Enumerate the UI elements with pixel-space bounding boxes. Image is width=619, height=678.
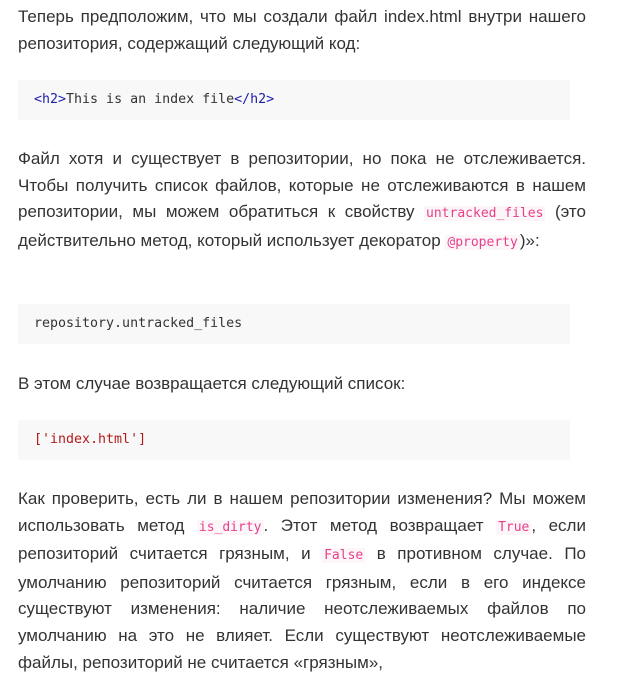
text-segment: (это действительно метод, который использует декоратор [18, 202, 586, 250]
text-segment: )»: [519, 230, 540, 250]
inline-code-is-dirty: is_dirty [198, 519, 262, 535]
inline-code-true: True [498, 519, 530, 535]
code-block-html [18, 80, 570, 120]
text-segment: в противном случае. По умолчанию репозиторий считается грязным, если в его индексе существуют изменения: наличие неотслеживаемых файлов по умолчанию на это не влияет. Если существуют неотслеживаемые файлы, репозиторий не считается «грязным», [18, 544, 586, 672]
code-string-list: ['index.html'] [34, 432, 147, 447]
code-block-untracked [18, 304, 570, 344]
inline-code-false: False [324, 548, 364, 564]
code-text: repository.untracked_files [34, 316, 243, 331]
paragraph-intro: Теперь предположим, что мы создали файл index.html внутри нашего репозитория, содержащий следующий код: [18, 7, 586, 53]
paragraph-is-dirty [18, 486, 586, 676]
text-segment: . Этот метод возвращает [263, 515, 497, 535]
code-block-list [18, 420, 570, 460]
inline-code-property: @property [447, 234, 518, 250]
text-segment: , если репозиторий считается грязным, и [18, 515, 586, 564]
paragraph-result: В этом случае возвращается следующий список: [18, 374, 406, 393]
inline-code-untracked-files: untracked_files [426, 206, 544, 222]
text-segment: Как проверить, есть ли в нашем репозитории изменения? Мы можем использовать метод [18, 489, 586, 535]
text-segment: Файл хотя и существует в репозитории, но пока не отслеживается. Чтобы получить список файлов, которые не отслеживаются в нашем репозитории, мы можем обратиться к свойству [18, 149, 586, 222]
html-close-tag: </h2> [234, 92, 275, 107]
html-tag-text: This is an index file [66, 92, 235, 107]
html-open-tag: <h2> [34, 92, 67, 107]
paragraph-untracked [18, 146, 586, 256]
